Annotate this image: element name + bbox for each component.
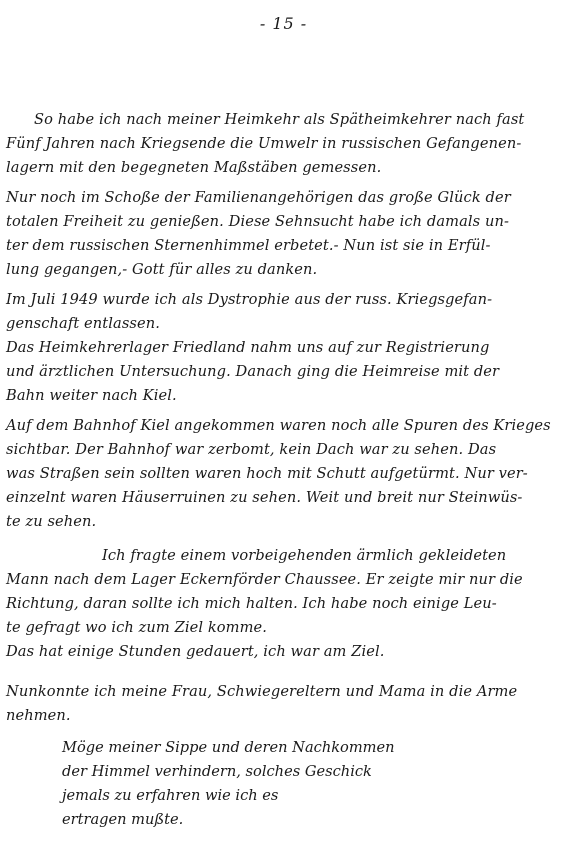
text-line: genschaft entlassen. <box>6 315 160 332</box>
text-line: sichtbar. Der Bahnhof war zerbomt, kein Dach war zu sehen. Das <box>6 441 497 458</box>
closing-line: der Himmel verhindern, solches Geschick <box>62 763 372 780</box>
paragraph-reunion <box>6 680 561 728</box>
text-line: Auf dem Bahnhof Kiel angekommen waren noch alle Spuren des Krieges <box>6 417 551 434</box>
body-text <box>6 108 561 728</box>
closing-line: ertragen mußte. <box>62 811 184 828</box>
closing-line: Möge meiner Sippe und deren Nachkommen <box>62 739 395 756</box>
text-line: Bahn weiter nach Kiel. <box>6 387 177 404</box>
text-line: Das Heimkehrerlager Friedland nahm uns auf zur Registrierung <box>6 339 490 356</box>
text-line: lung gegangen,- Gott für alles zu danken. <box>6 261 318 278</box>
text-line: nehmen. <box>6 707 71 724</box>
closing-line: jemals zu erfahren wie ich es <box>62 787 279 804</box>
paragraph-asking-way <box>6 544 561 664</box>
page-number: - 15 - <box>259 14 308 33</box>
text-line: Im Juli 1949 wurde ich als Dystrophie aus der russ. Kriegsgefan- <box>6 291 493 308</box>
text-line: Fünf Jahren nach Kriegsende die Umwelr in russischen Gefangenen- <box>6 135 522 152</box>
text-line: lagern mit den begegneten Maßstäben gemessen. <box>6 159 382 176</box>
paragraph-kiel-station <box>6 414 561 534</box>
text-line: einzelnt waren Häuserruinen zu sehen. Weit und breit nur Steinwüs- <box>6 489 523 506</box>
text-line: So habe ich nach meiner Heimkehr als Spätheimkehrer nach fast <box>34 111 525 128</box>
text-line: was Straßen sein sollten waren hoch mit Schutt aufgetürmt. Nur ver- <box>6 465 528 482</box>
text-line: te gefragt wo ich zum Ziel komme. <box>6 619 268 636</box>
paragraph-freedom <box>6 186 561 282</box>
text-line: Mann nach dem Lager Eckernförder Chaussee. Er zeigte mir nur die <box>6 571 523 588</box>
paragraph-homecoming <box>6 108 561 180</box>
text-line: ter dem russischen Sternenhimmel erbetet.- Nun ist sie in Erfül- <box>6 237 491 254</box>
text-line: Ich fragte einem vorbeigehenden ärmlich gekleideten <box>102 547 507 564</box>
paragraph-release <box>6 288 561 408</box>
text-line: te zu sehen. <box>6 513 97 530</box>
text-line: Nunkonnte ich meine Frau, Schwiegereltern und Mama in die Arme <box>6 683 518 700</box>
text-line: und ärztlichen Untersuchung. Danach ging die Heimreise mit der <box>6 363 500 380</box>
text-line: Das hat einige Stunden gedauert, ich war am Ziel. <box>6 643 385 660</box>
text-line: Richtung, daran sollte ich mich halten. Ich habe noch einige Leu- <box>6 595 497 612</box>
text-line: Nur noch im Schoße der Familienangehörigen das große Glück der <box>6 189 511 206</box>
closing-wish <box>62 736 542 832</box>
text-line: totalen Freiheit zu genießen. Diese Sehnsucht habe ich damals un- <box>6 213 510 230</box>
